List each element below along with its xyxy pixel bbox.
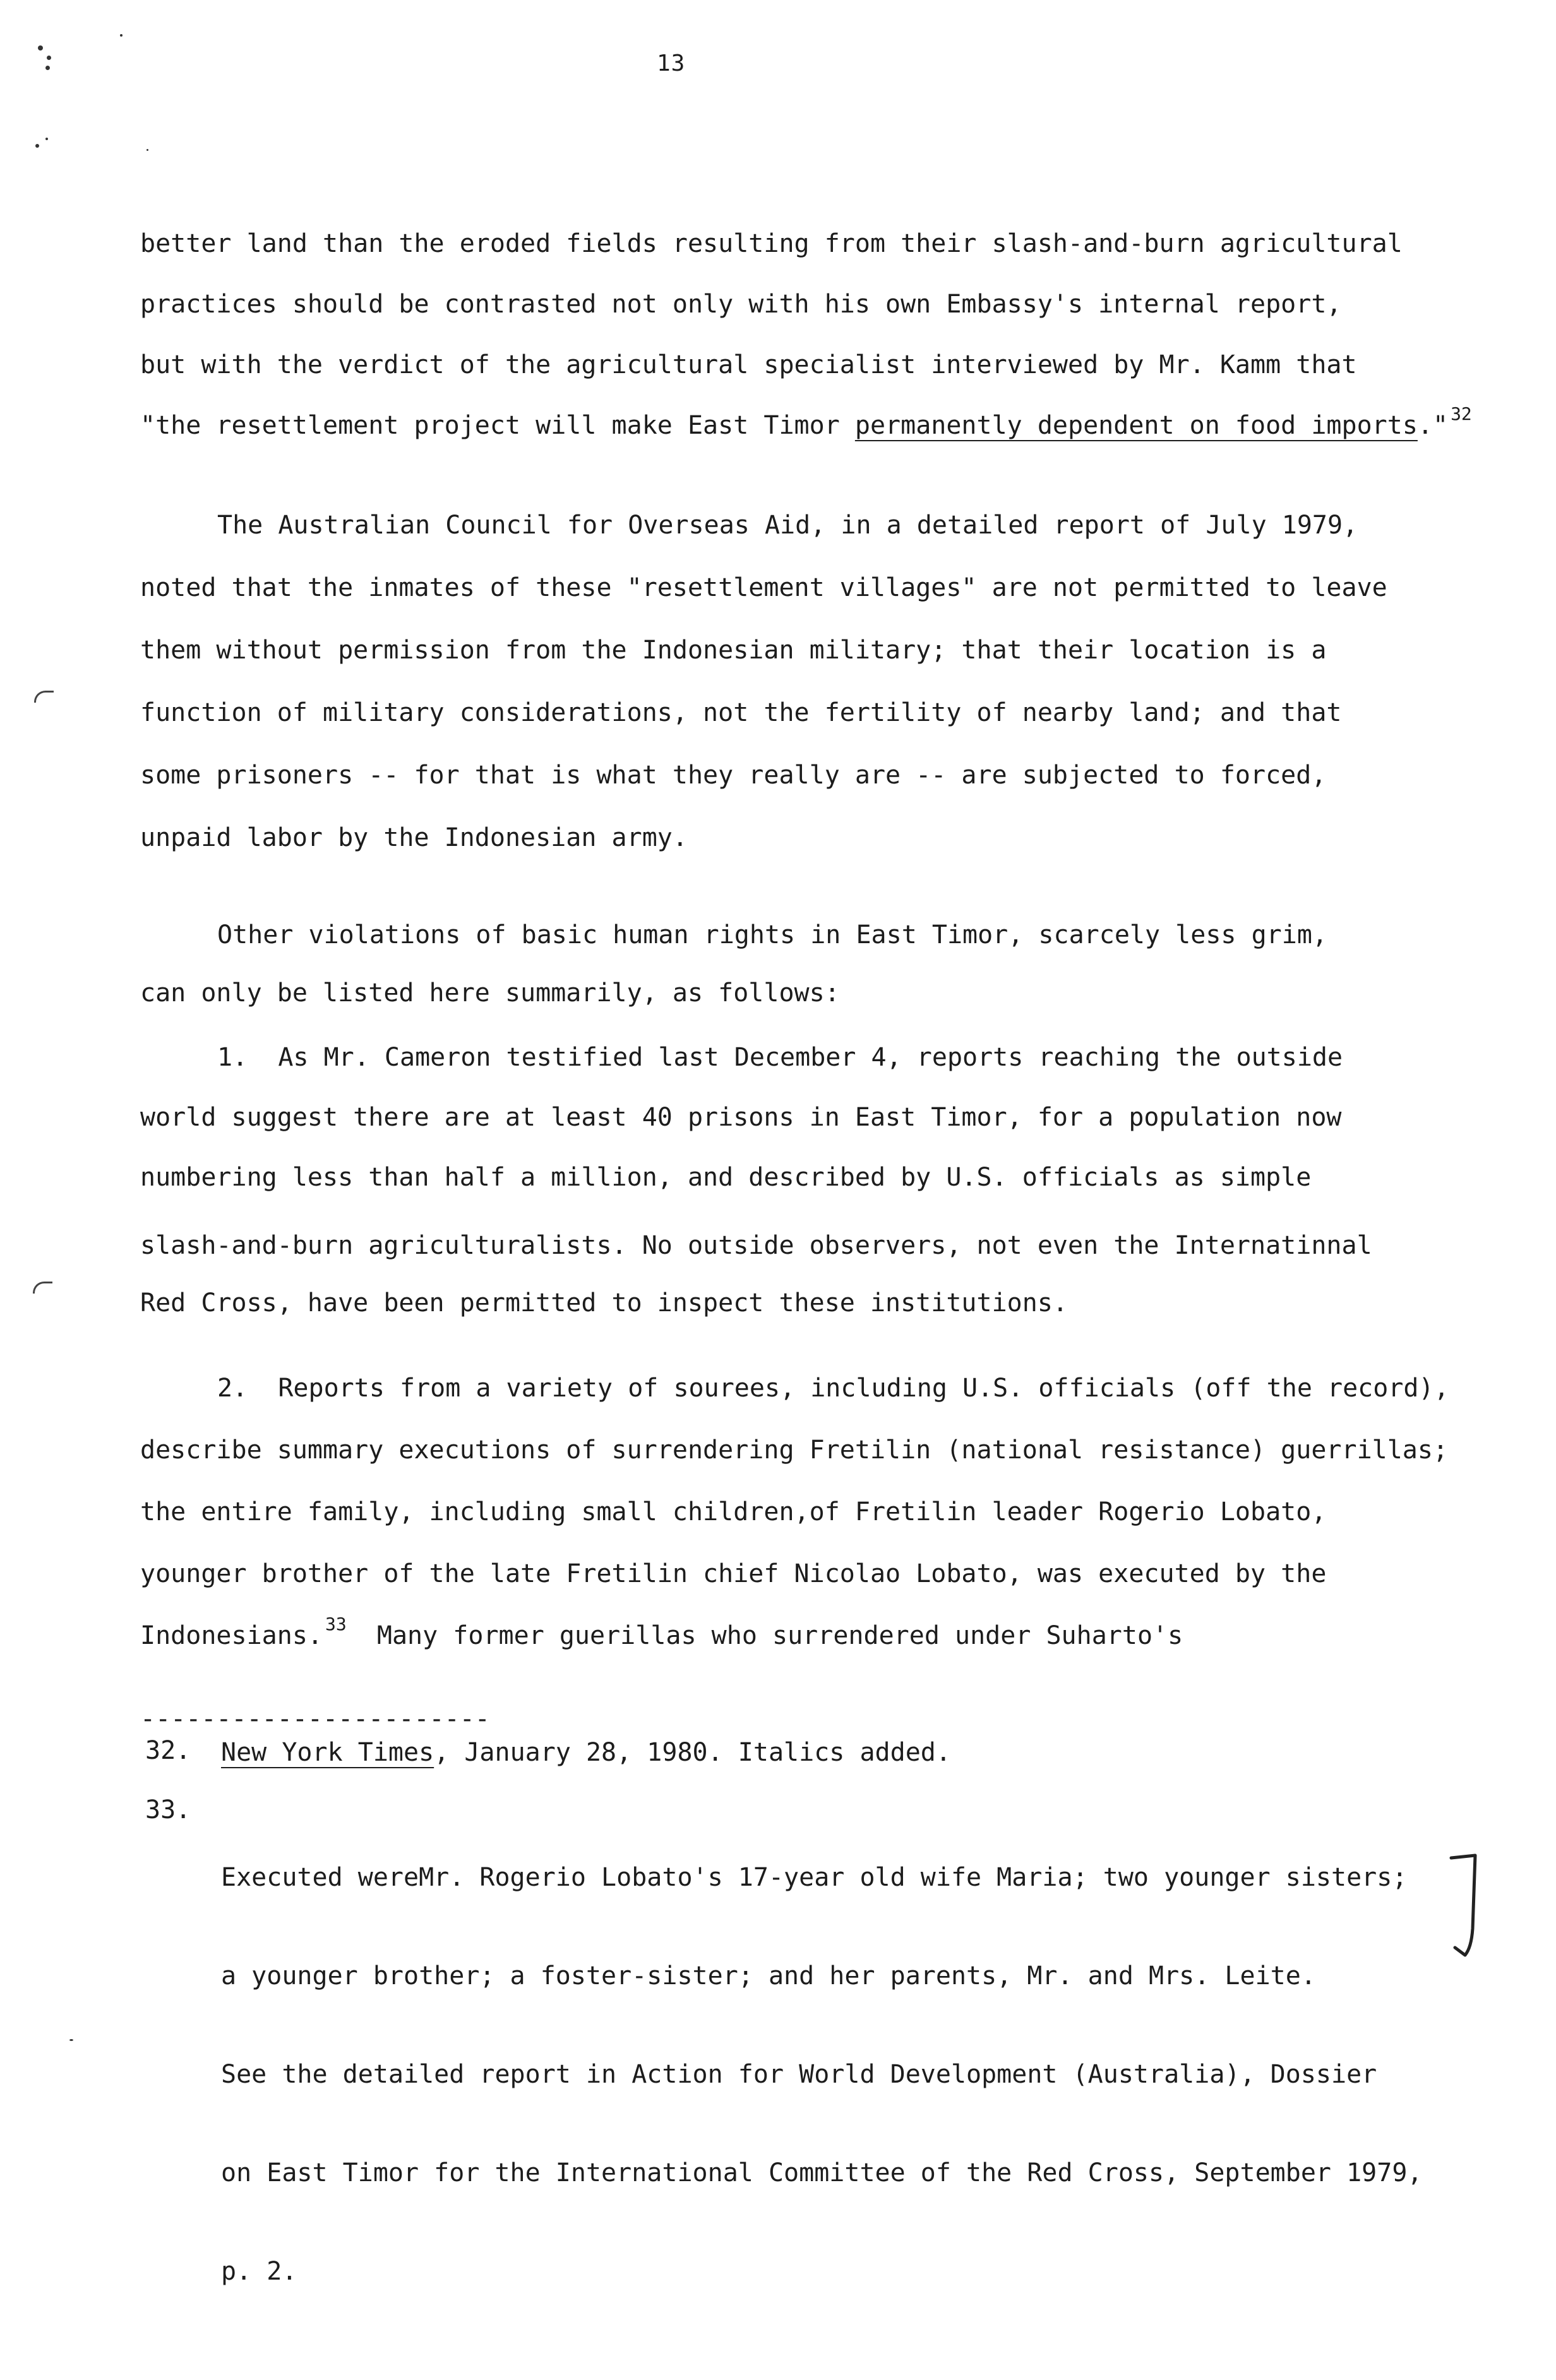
margin-pen-mark bbox=[34, 691, 54, 703]
text-fragment: Indonesians. bbox=[140, 1621, 323, 1650]
list-item-1 bbox=[140, 1028, 1492, 1333]
margin-pen-mark bbox=[33, 1282, 52, 1294]
footnote-number: 32. bbox=[145, 1736, 191, 1765]
margin-speck bbox=[69, 2039, 73, 2041]
text-line: them without permission from the Indonesian military; that their location is a bbox=[140, 636, 1327, 665]
footnote-33 bbox=[145, 1795, 1497, 2353]
text-line: Red Cross, have been permitted to inspect these institutions. bbox=[140, 1288, 1068, 1318]
text-line: younger brother of the late Fretilin chief Nicolao Lobato, was executed by the bbox=[140, 1559, 1327, 1588]
page-number: 13 bbox=[657, 51, 686, 76]
paragraph-3 bbox=[140, 906, 1492, 1022]
text-line bbox=[140, 1605, 1492, 1667]
footnote-32 bbox=[145, 1736, 1497, 1769]
text-line: describe summary executions of surrendering Fretilin (national resistance) guerrillas; bbox=[140, 1436, 1449, 1465]
text-line: but with the verdict of the agricultural specialist interviewed by Mr. Kamm that bbox=[140, 350, 1357, 379]
underlined-phrase: permanently dependent on food imports bbox=[854, 411, 1418, 440]
text-line: The Australian Council for Overseas Aid, in a detailed report of July 1979, bbox=[217, 511, 1358, 540]
text-line: some prisoners -- for that is what they really are -- are subjected to forced, bbox=[140, 761, 1327, 790]
paragraph-1 bbox=[140, 213, 1492, 456]
text-fragment: ." bbox=[1417, 411, 1449, 440]
margin-speck bbox=[120, 34, 123, 37]
text-line: slash-and-burn agriculturalists. No outside observers, not even the Internatinnal bbox=[140, 1231, 1372, 1260]
text-line: noted that the inmates of these "resettlement villages" are not permitted to leave bbox=[140, 573, 1387, 602]
text-line: better land than the eroded fields resulting from their slash-and-burn agricultural bbox=[140, 229, 1403, 258]
footnote-line: See the detailed report in Action for World Development (Australia), Dossier bbox=[221, 2060, 1377, 2089]
text-fragment: Many former guerillas who surrendered under Suharto's bbox=[346, 1621, 1183, 1650]
list-item-2 bbox=[140, 1357, 1492, 1667]
text-line: Other violations of basic human rights in East Timor, scarcely less grim, bbox=[217, 920, 1327, 949]
footnote-line: on East Timor for the International Committee of the Red Cross, September 1979, bbox=[221, 2158, 1423, 2187]
footnote-line: p. 2. bbox=[221, 2257, 297, 2286]
text-line: practices should be contrasted not only with his own Embassy's internal report, bbox=[140, 290, 1342, 319]
footnote-ref-32: 32 bbox=[1451, 403, 1472, 424]
text-line bbox=[140, 395, 1492, 456]
handwritten-bracket bbox=[1446, 1853, 1490, 1960]
footnote-line: Executed wereMr. Rogerio Lobato's 17-year old wife Maria; two younger sisters; bbox=[221, 1863, 1408, 1892]
margin-speck bbox=[147, 149, 148, 151]
text-line: the entire family, including small children,of Fretilin leader Rogerio Lobato, bbox=[140, 1497, 1327, 1526]
footnote-number: 33. bbox=[145, 1795, 191, 1824]
margin-speck bbox=[35, 144, 39, 148]
margin-speck bbox=[38, 45, 43, 51]
margin-speck bbox=[45, 66, 50, 70]
text-line: unpaid labor by the Indonesian army. bbox=[140, 823, 688, 852]
text-line: world suggest there are at least 40 prisons in East Timor, for a population now bbox=[140, 1103, 1342, 1132]
text-fragment: "the resettlement project will make East Timor bbox=[140, 411, 855, 440]
footnote-line: a younger brother; a foster-sister; and her parents, Mr. and Mrs. Leite. bbox=[221, 1961, 1316, 1990]
footnote-ref-33: 33 bbox=[325, 1614, 347, 1634]
footnote-separator: ----------------------- bbox=[140, 1705, 490, 1734]
text-line: numbering less than half a million, and described by U.S. officials as simple bbox=[140, 1163, 1312, 1192]
text-fragment: , January 28, 1980. Italics added. bbox=[434, 1738, 951, 1767]
margin-speck bbox=[47, 56, 51, 60]
footnote-text bbox=[221, 1795, 1422, 2353]
footnotes bbox=[145, 1736, 1497, 2380]
text-line: can only be listed here summarily, as follows: bbox=[140, 979, 840, 1008]
publication-title: New York Times bbox=[221, 1738, 434, 1767]
text-line: 2. Reports from a variety of sourees, including U.S. officials (off the record), bbox=[217, 1374, 1449, 1403]
footnote-text bbox=[221, 1736, 951, 1769]
margin-speck bbox=[45, 138, 48, 140]
text-line: 1. As Mr. Cameron testified last December 4, reports reaching the outside bbox=[217, 1043, 1343, 1072]
paragraph-2 bbox=[140, 494, 1492, 869]
text-line: function of military considerations, not the fertility of nearby land; and that bbox=[140, 698, 1342, 727]
